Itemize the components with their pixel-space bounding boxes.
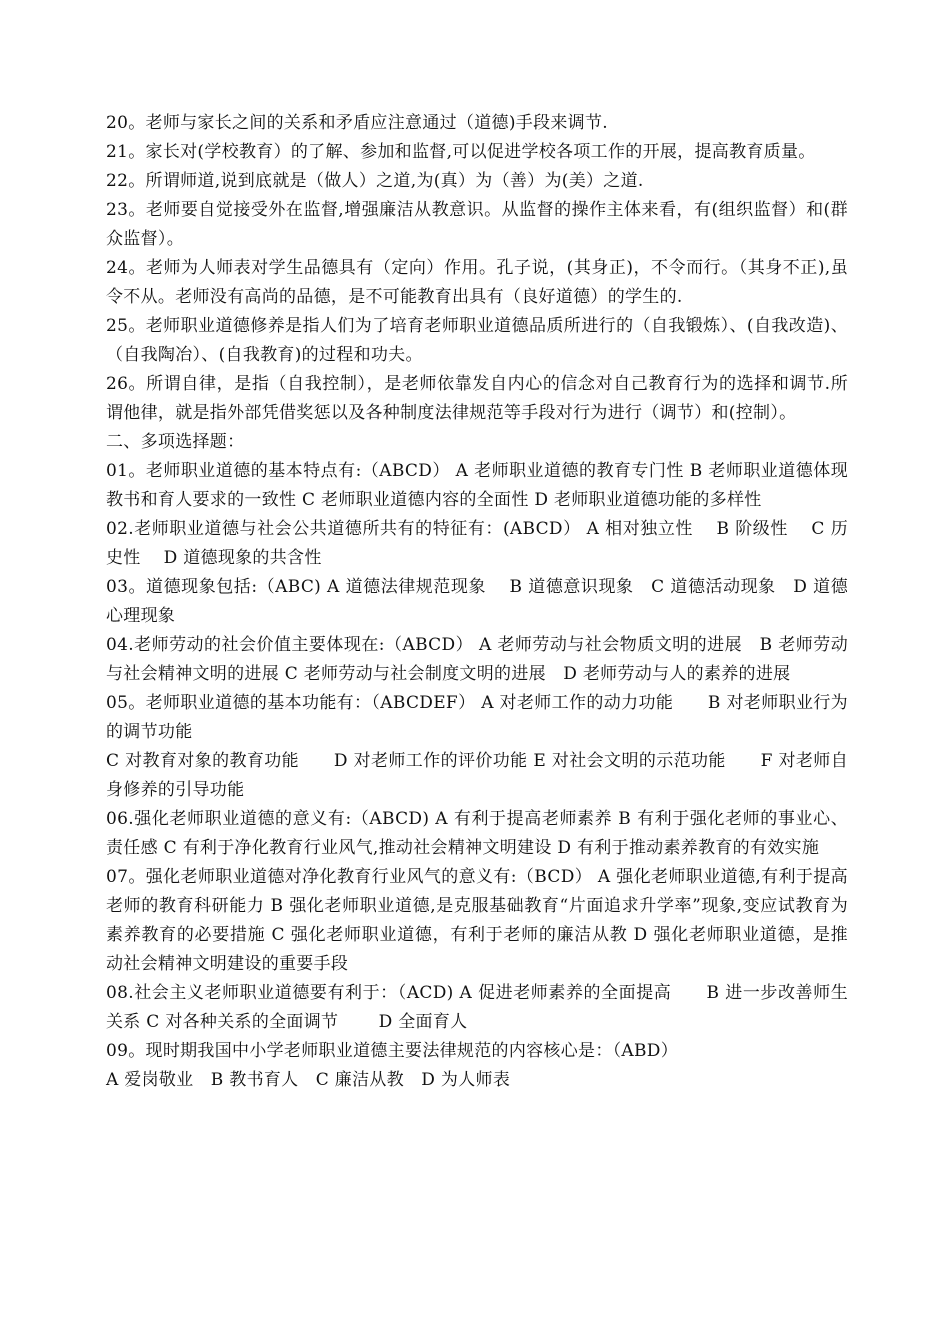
paragraph-mc07: 07。强化老师职业道德对净化教育行业风气的意义有:（BCD） A 强化老师职业道德,有利于提高老师的教育科研能力 B 强化老师职业道德,是克服基础教育“片面追求升学率”现象,变应试教育为素养教育的必要措施 C 强化老师职业道德，有利于老师的廉洁从教 D 强化老师职业道德，是推动社会精神文明建设的重要手段 <box>106 867 848 974</box>
paragraph-q24: 24。老师为人师表对学生品德具有（定向）作用。孔子说，(其身正)，不令而行。（其身不正),虽令不从。老师没有高尚的品德，是不可能教育出具有（良好道德）的学生的. <box>106 258 848 307</box>
paragraph-mc09-options: A 爱岗敬业 B 教书育人 C 廉洁从教 D 为人师表 <box>106 1070 511 1090</box>
paragraph-q21: 21。家长对(学校教育）的了解、参加和监督,可以促进学校各项工作的开展，提高教育质量。 <box>106 142 816 162</box>
paragraph-q20: 20。老师与家长之间的关系和矛盾应注意通过（道德)手段来调节. <box>106 113 608 133</box>
paragraph-mc05: 05。老师职业道德的基本功能有：（ABCDEF） A 对老师工作的动力功能 B 对老师职业行为的调节功能 <box>106 693 848 742</box>
paragraph-mc04: 04.老师劳动的社会价值主要体现在:（ABCD） A 老师劳动与社会物质文明的进展 B 老师劳动与社会精神文明的进展 C 老师劳动与社会制度文明的进展 D 老师劳动与人的素养的进展 <box>106 635 848 684</box>
paragraph-q25: 25。老师职业道德修养是指人们为了培育老师职业道德品质所进行的（自我锻炼）、(自我改造)、（自我陶冶）、(自我教育)的过程和功夫。 <box>106 316 848 365</box>
paragraph-q23: 23。老师要自觉接受外在监督,增强廉洁从教意识。从监督的操作主体来看，有(组织监督）和(群众监督）。 <box>106 200 848 249</box>
paragraph-mc03: 03。道德现象包括:（ABC) A 道德法律规范现象 B 道德意识现象 C 道德活动现象 D 道德心理现象 <box>106 577 848 626</box>
paragraph-mc06: 06.强化老师职业道德的意义有:（ABCD) A 有利于提高老师素养 B 有利于强化老师的事业心、责任感 C 有利于净化教育行业风气,推动社会精神文明建设 D 有利于推动素养教育的有效实施 <box>106 809 848 858</box>
paragraph-mc09: 09。现时期我国中小学老师职业道德主要法律规范的内容核心是：（ABD） <box>106 1041 679 1061</box>
paragraph-mc02: 02.老师职业道德与社会公共道德所共有的特征有：(ABCD） A 相对独立性 B 阶级性 C 历史性 D 道德现象的共含性 <box>106 519 848 568</box>
paragraph-mc08: 08.社会主义老师职业道德要有利于：（ACD) A 促进老师素养的全面提高 B 进一步改善师生关系 C 对各种关系的全面调节 D 全面育人 <box>106 983 848 1032</box>
paragraph-q26: 26。所谓自律，是指（自我控制），是老师依靠发自内心的信念对自己教育行为的选择和调节.所谓他律，就是指外部凭借奖惩以及各种制度法律规范等手段对行为进行（调节）和(控制）。 <box>106 374 848 423</box>
paragraph-q22: 22。所谓师道,说到底就是（做人）之道,为(真）为（善）为(美）之道. <box>106 171 644 191</box>
section-heading-multiple-choice: 二、多项选择题： <box>106 432 245 452</box>
document-page <box>106 109 848 1095</box>
paragraph-mc01: 01。老师职业道德的基本特点有:（ABCD） A 老师职业道德的教育专门性 B 老师职业道德体现教书和育人要求的一致性 C 老师职业道德内容的全面性 D 老师职业道德功能的多样性 <box>106 461 848 510</box>
paragraph-mc05-options: C 对教育对象的教育功能 D 对老师工作的评价功能 E 对社会文明的示范功能 F 对老师自身修养的引导功能 <box>106 751 848 800</box>
